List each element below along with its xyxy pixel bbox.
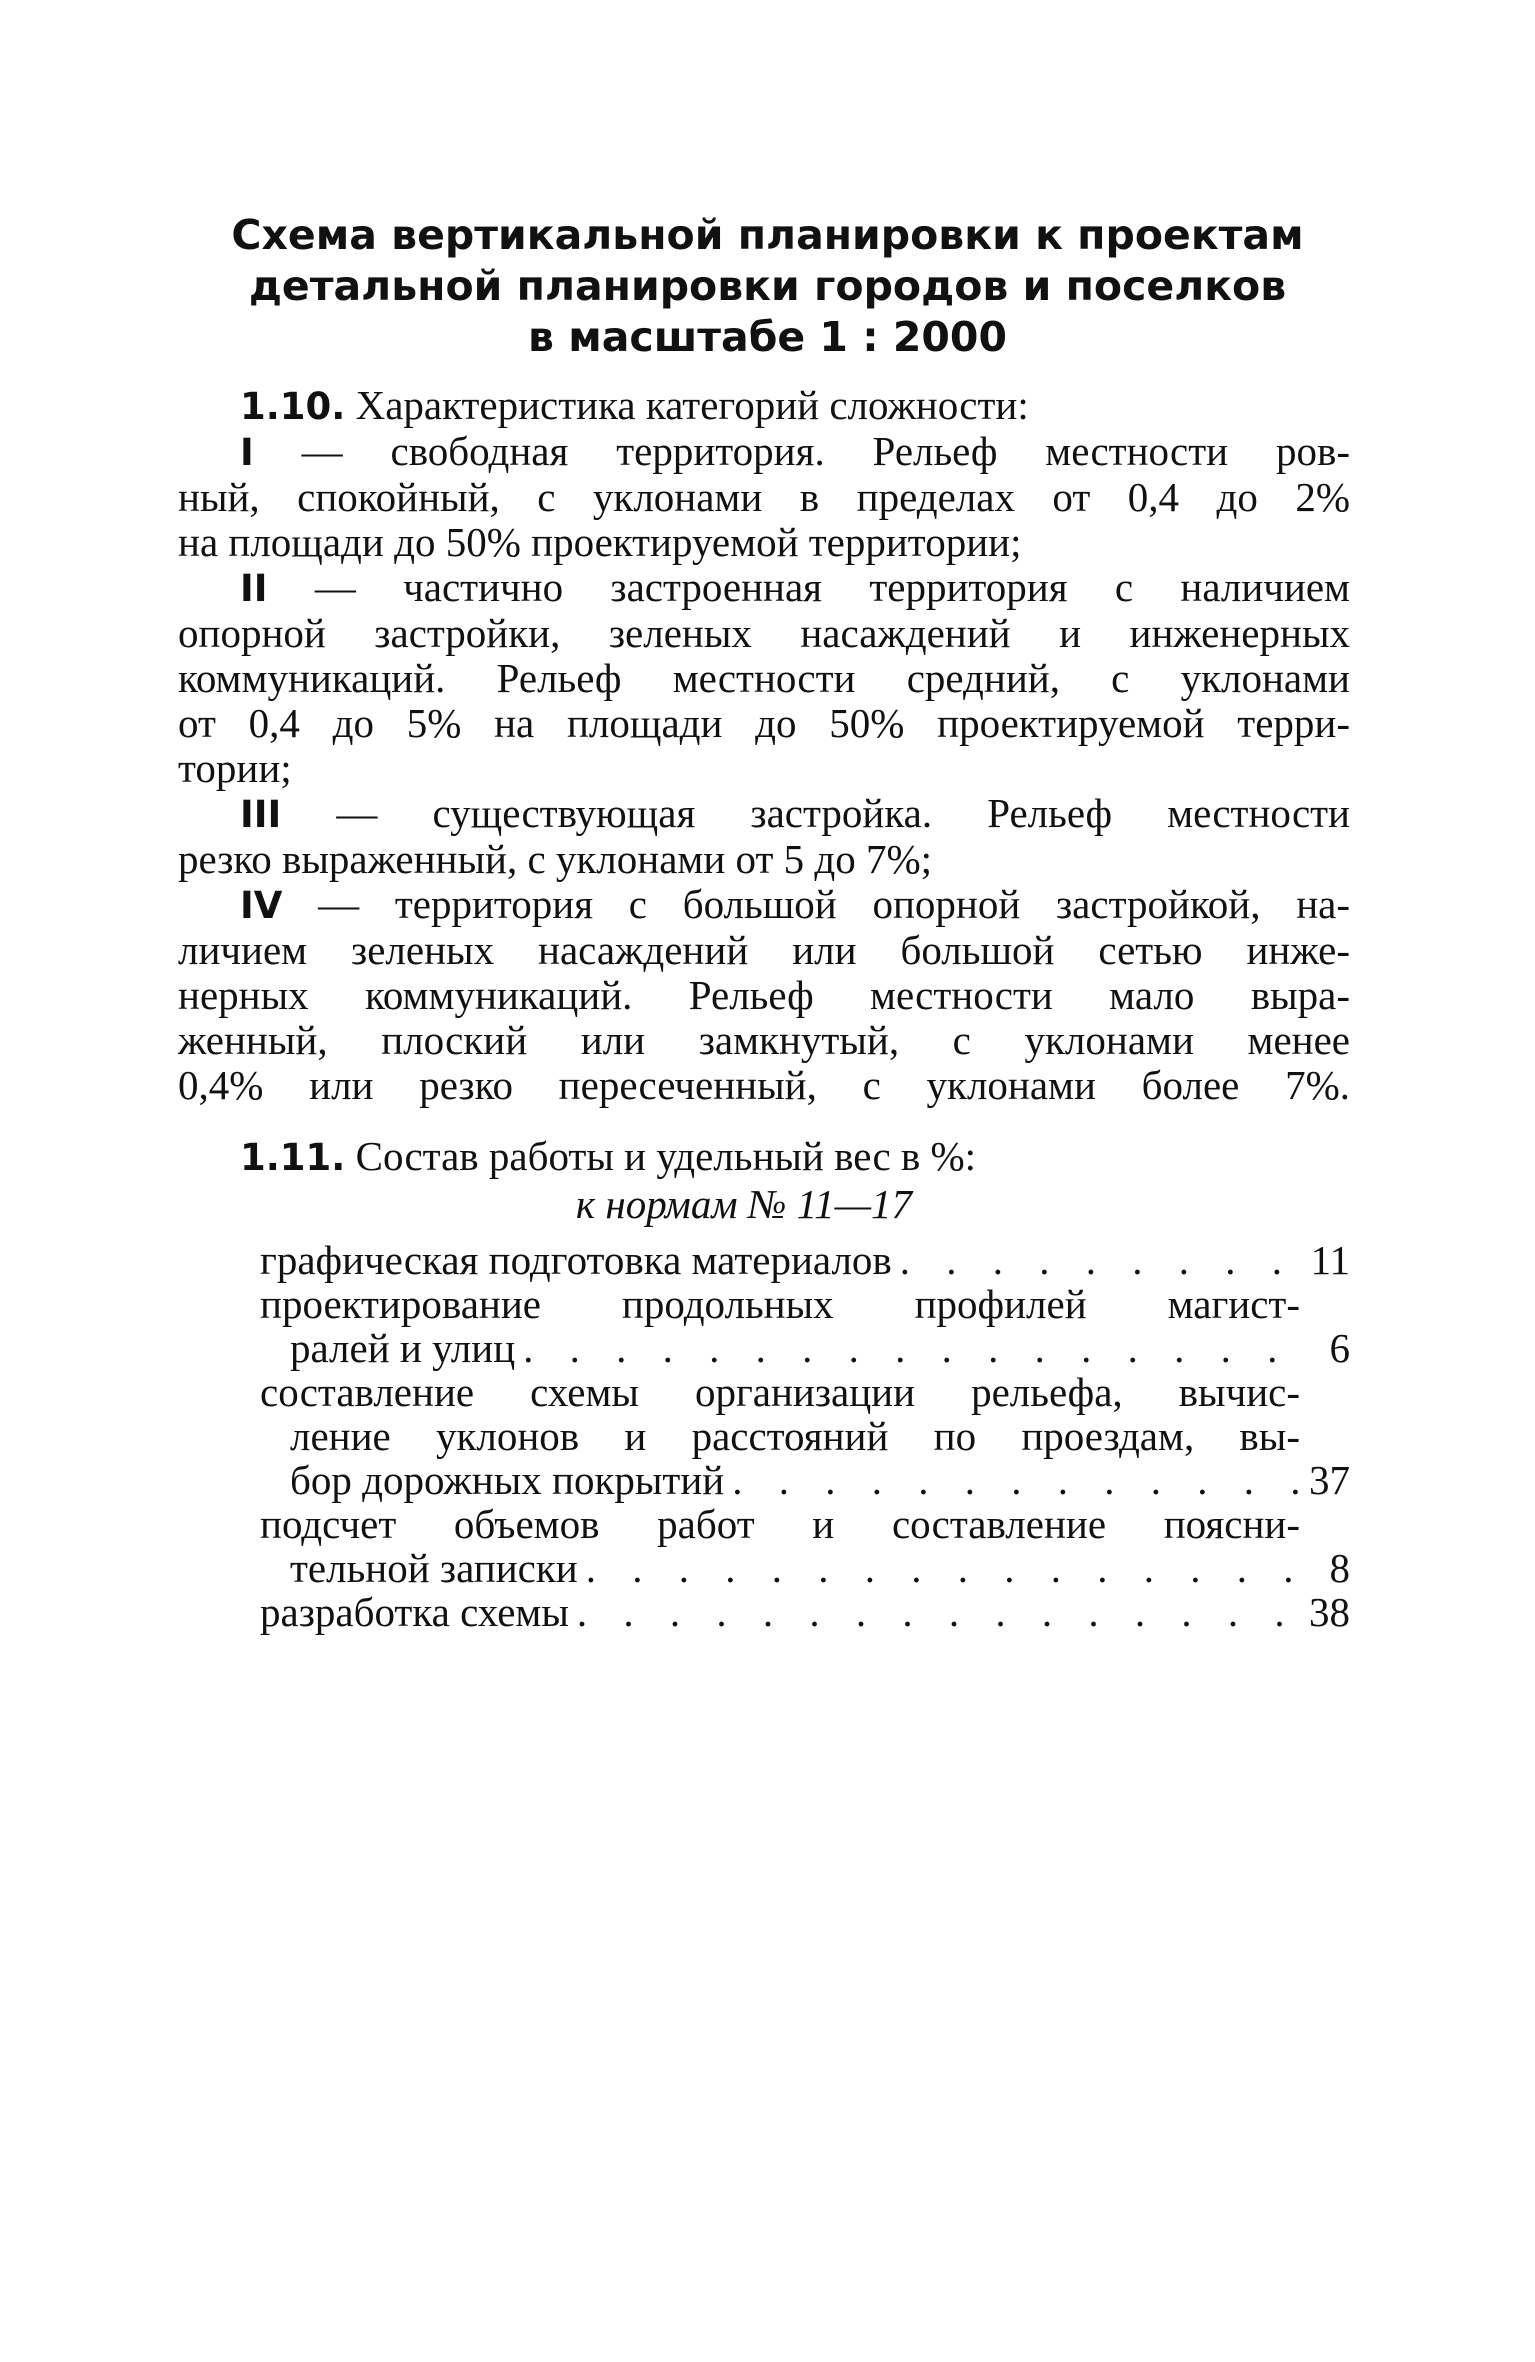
table-row (260, 1590, 1350, 1634)
title-line-2: детальной планировки городов и поселков (248, 262, 1287, 310)
section-1-10 (178, 383, 1350, 1108)
section-number: 1.11. (240, 1136, 346, 1179)
row-label: ралей и улиц (290, 1325, 516, 1371)
category-3-line-1 (178, 791, 1350, 837)
category-1-line-1 (178, 429, 1350, 475)
section-1-11 (178, 1133, 1350, 1227)
category-4-line-5: 0,4% или резко пересеченный, с уклонами более 7%. (178, 1062, 1350, 1108)
table-row-continuation (260, 1326, 1350, 1370)
dot-leader (569, 1590, 1300, 1634)
category-4-line-2: личием зеленых насаждений или большой сетью инже- (178, 927, 1350, 973)
category-2-line-4: от 0,4 до 5% на площади до 50% проектируемой терри- (178, 700, 1350, 746)
title-line-1: Схема вертикальной планировки к проектам (231, 211, 1304, 259)
section-1-10-heading (178, 383, 1350, 429)
dot-leader (724, 1458, 1300, 1502)
section-number: 1.10. (240, 385, 346, 428)
row-label: составление схемы организации рельефа, вычис- (260, 1369, 1300, 1415)
row-label: бор дорожных покрытий (290, 1457, 725, 1503)
table-row-continuation (260, 1546, 1350, 1590)
row-value: 11 (1310, 1237, 1350, 1283)
row-label: подсчет объемов работ и составление поясни- (260, 1501, 1300, 1547)
row-label: тельной записки (290, 1545, 578, 1591)
category-text: — территория с большой опорной застройкой, на- (282, 881, 1350, 927)
row-label: проектирование продольных профилей магист- (260, 1281, 1300, 1327)
title-line-3: в масштабе 1 : 2000 (528, 313, 1007, 361)
category-text: — свободная территория. Рельеф местности ров- (253, 428, 1350, 474)
category-2-line-3: коммуникаций. Рельеф местности средний, с уклонами (178, 655, 1350, 701)
category-text: — существующая застройка. Рельеф местности (281, 790, 1350, 836)
category-roman-numeral: II (240, 567, 268, 610)
category-2-line-1 (178, 565, 1350, 611)
category-roman-numeral: IV (240, 884, 283, 927)
row-label: разработка схемы (260, 1589, 569, 1635)
section-heading-text: Характеристика категорий сложности: (345, 382, 1029, 428)
norms-subtitle: к нормам № 11—17 (575, 1181, 913, 1227)
category-2-line-5: тории; (178, 745, 292, 791)
dot-leader (578, 1546, 1300, 1590)
work-composition-table (260, 1238, 1350, 1634)
page-title (0, 210, 1535, 363)
dot-leader (892, 1238, 1300, 1282)
category-roman-numeral: III (240, 793, 282, 836)
category-1-line-3: на площади до 50% проектируемой территории; (178, 519, 1022, 565)
section-1-11-heading (178, 1133, 1350, 1181)
category-4-line-4: женный, плоский или замкнутый, с уклонами менее (178, 1017, 1350, 1063)
table-row-continuation (260, 1414, 1350, 1458)
section-heading-text: Состав работы и удельный вес в %: (345, 1133, 977, 1179)
category-text: — частично застроенная территория с наличием (267, 564, 1350, 610)
category-4-line-1 (178, 882, 1350, 928)
category-4-line-3: нерных коммуникаций. Рельеф местности мало выра- (178, 972, 1350, 1018)
category-2-line-2: опорной застройки, зеленых насаждений и инженерных (178, 610, 1350, 656)
category-roman-numeral: I (240, 431, 254, 474)
table-row (260, 1238, 1350, 1282)
category-3-line-2: резко выраженный, с уклонами от 5 до 7%; (178, 836, 933, 882)
row-label: ление уклонов и расстояний по проездам, вы- (290, 1413, 1300, 1459)
row-value: 6 (1329, 1325, 1350, 1371)
row-label: графическая подготовка материалов (260, 1237, 892, 1283)
category-1-line-2: ный, спокойный, с уклонами в пределах от 0,4 до 2% (178, 474, 1350, 520)
table-row (260, 1282, 1350, 1326)
row-value: 8 (1329, 1545, 1350, 1591)
table-row (260, 1370, 1350, 1414)
dot-leader (515, 1326, 1300, 1370)
row-value: 38 (1309, 1589, 1350, 1635)
table-row-continuation (260, 1458, 1350, 1502)
table-row (260, 1502, 1350, 1546)
row-value: 37 (1309, 1457, 1350, 1503)
